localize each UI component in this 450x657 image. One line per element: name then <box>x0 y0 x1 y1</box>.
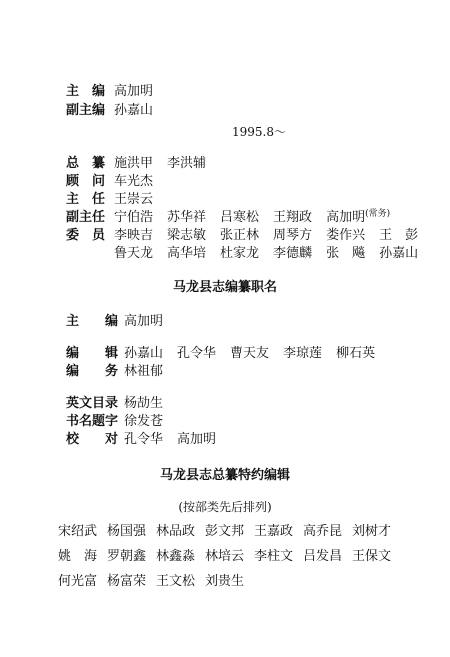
special-name: 宋绍武 <box>58 524 98 539</box>
advisor-name: 车光杰 <box>114 174 154 189</box>
special-name: 彭文邦 <box>205 524 245 539</box>
director-name: 王崇云 <box>114 192 154 207</box>
deputy-director-label: 副主任 <box>66 210 106 225</box>
editor-name: 高加明 <box>114 84 154 99</box>
proofread-row <box>66 428 230 447</box>
deputy-director-name: 宁伯浩 <box>114 210 154 225</box>
deputy-director-name: 高加明 <box>326 210 366 225</box>
special-name: 高乔昆 <box>303 524 343 539</box>
deputy-director-name: 王翔政 <box>273 210 313 225</box>
staff-affairs-row <box>66 360 177 379</box>
staff-editors-name: 孙嘉山 <box>124 346 164 361</box>
member-name: 王 彭 <box>379 228 419 243</box>
editor-row <box>66 80 153 99</box>
advisor-row <box>66 170 167 189</box>
calligraphy-name: 徐发苍 <box>124 414 164 429</box>
members-label: 委 员 <box>66 228 106 243</box>
chief-name: 李洪辅 <box>167 156 207 171</box>
special-name: 吕发昌 <box>303 549 343 564</box>
member-name: 娄作兴 <box>326 228 366 243</box>
chief-name: 施洪甲 <box>114 156 154 171</box>
chief-label: 总 纂 <box>66 156 106 171</box>
proofread-name: 孔令华 <box>124 432 164 447</box>
deputy-editor-row <box>66 99 153 118</box>
staff-title: 马龙县志编纂职名 <box>172 280 277 295</box>
english-toc-label: 英文目录 <box>66 396 119 411</box>
special-name: 王嘉政 <box>254 524 294 539</box>
date-text: 1995.8～ <box>232 125 286 139</box>
member-name: 高华培 <box>167 246 207 261</box>
member-name: 周琴方 <box>273 228 313 243</box>
deputy-editor-label: 副主编 <box>66 103 106 118</box>
member-name: 孙嘉山 <box>379 246 419 261</box>
proofread-label: 校 对 <box>66 432 119 447</box>
staff-editors-row <box>66 342 389 361</box>
special-name: 李柱文 <box>254 549 294 564</box>
staff-editors-name: 曹天友 <box>230 346 270 361</box>
special-name: 林鑫淼 <box>156 549 196 564</box>
member-name: 张正林 <box>220 228 260 243</box>
staff-affairs-label: 编 务 <box>66 364 119 379</box>
special-name: 刘贵生 <box>205 574 245 589</box>
special-name: 林品政 <box>156 524 196 539</box>
staff-editor-name: 高加明 <box>124 314 164 329</box>
members-row <box>66 224 432 243</box>
proofread-name: 高加明 <box>177 432 217 447</box>
deputy-director-row <box>66 206 404 225</box>
staff-editors-name: 柳石英 <box>336 346 376 361</box>
special-name: 刘树才 <box>352 524 392 539</box>
special-name: 何光富 <box>58 574 98 589</box>
editor-label: 主 编 <box>66 84 106 99</box>
special-name: 杨富荣 <box>107 574 147 589</box>
english-toc-name: 杨劼生 <box>124 396 164 411</box>
director-label: 主 任 <box>66 192 106 207</box>
director-row <box>66 188 167 207</box>
member-name: 杜家龙 <box>220 246 260 261</box>
member-name: 鲁天龙 <box>114 246 154 261</box>
members-row-2 <box>114 242 432 261</box>
deputy-director-name: 苏华祥 <box>167 210 207 225</box>
deputy-director-name: 吕寒松 <box>220 210 260 225</box>
calligraphy-row <box>66 410 177 429</box>
special-name: 杨国强 <box>107 524 147 539</box>
member-name: 李映吉 <box>114 228 154 243</box>
staff-affairs-name: 林祖郁 <box>124 364 164 379</box>
executive-note: (常务) <box>365 209 391 219</box>
special-name: 姚 海 <box>58 549 98 564</box>
special-note: (按部类先后排列) <box>178 500 272 514</box>
special-name: 王文松 <box>156 574 196 589</box>
english-toc-row <box>66 392 177 411</box>
staff-editor-label: 主 编 <box>66 314 119 329</box>
member-name: 张 飚 <box>326 246 366 261</box>
special-name: 林培云 <box>205 549 245 564</box>
member-name: 梁志敏 <box>167 228 207 243</box>
special-name: 王保文 <box>352 549 392 564</box>
advisor-label: 顾 问 <box>66 174 106 189</box>
special-names-grid <box>58 520 401 589</box>
calligraphy-label: 书名题字 <box>66 414 119 429</box>
deputy-editor-name: 孙嘉山 <box>114 103 154 118</box>
staff-editors-name: 李琼莲 <box>283 346 323 361</box>
staff-editor-row <box>66 310 177 329</box>
special-title: 马龙县志总纂特约编辑 <box>159 468 290 483</box>
chief-row <box>66 152 220 171</box>
member-name: 李德麟 <box>273 246 313 261</box>
special-name: 罗朝鑫 <box>107 549 147 564</box>
staff-editors-label: 编 辑 <box>66 346 119 361</box>
staff-editors-name: 孔令华 <box>177 346 217 361</box>
